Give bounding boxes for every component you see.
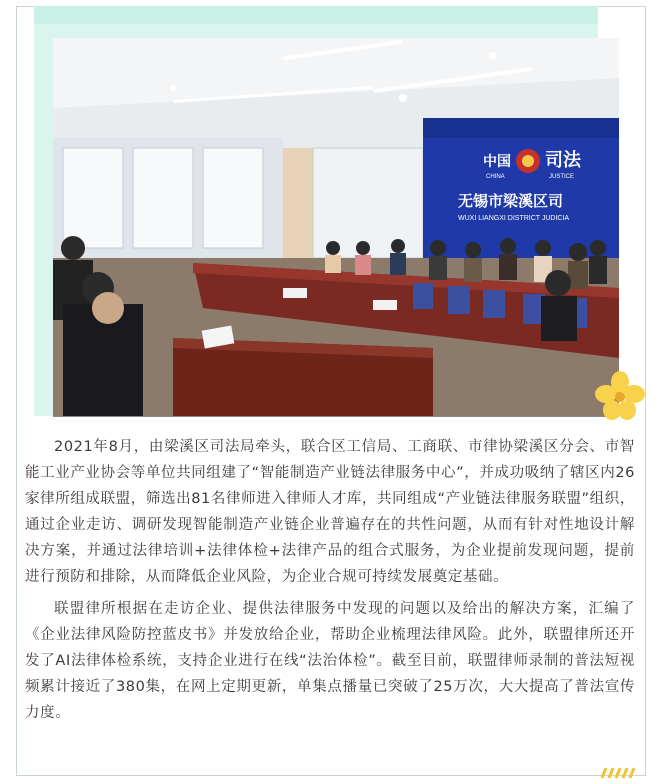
sign-district-en: WUXI LIANGXI DISTRICT JUDICIA <box>458 215 570 222</box>
meeting-photo <box>53 38 619 417</box>
mint-top-strip <box>34 6 598 24</box>
sign-district: 无锡市梁溪区司 <box>458 193 564 210</box>
wave-decoration-icon <box>600 766 640 780</box>
article-paragraph: 联盟律所根据在走访企业、提供法律服务中发现的问题以及给出的解决方案，汇编了《企业法律风险防控蓝皮书》并发放给企业，帮助企业梳理法律风险。此外，联盟律所还开发了AI法律体检系统，支持企业进行在线“法治体检”。截至目前，联盟律师录制的普法短视频累计接近了380集，在网上定期更新，单集点播量已突破了25万次，大大提高了普法宣传力度。 <box>25 601 635 721</box>
sign-country-en: CHINA <box>486 174 505 180</box>
sign-justice: 司法 <box>545 150 581 170</box>
sign-country: 中国 <box>483 153 511 169</box>
flower-icon <box>594 370 646 422</box>
article-body <box>25 434 635 732</box>
meeting-room-illustration <box>53 38 619 416</box>
sign-justice-en: JUSTICE <box>549 174 575 180</box>
article-paragraph: 2021年8月，由梁溪区司法局牵头，联合区工信局、工商联、市律协梁溪区分会、市智能工业产业协会等单位共同组建了“智能制造产业链法律服务中心”，并成功吸纳了辖区内26家律所组成联盟，筛选出81名律师进入律师人才库，共同组成“产业链法律服务联盟”组织，通过企业走访、调研发现智能制造产业链企业普遍存在的共性问题，从而有针对性地设计解决方案，并通过法律培训+法律体检+法律产品的组合式服务，为企业提前发现问题，提前进行预防和排除，从而降低企业风险，为企业合规可持续发展奠定基础。 <box>25 439 635 585</box>
